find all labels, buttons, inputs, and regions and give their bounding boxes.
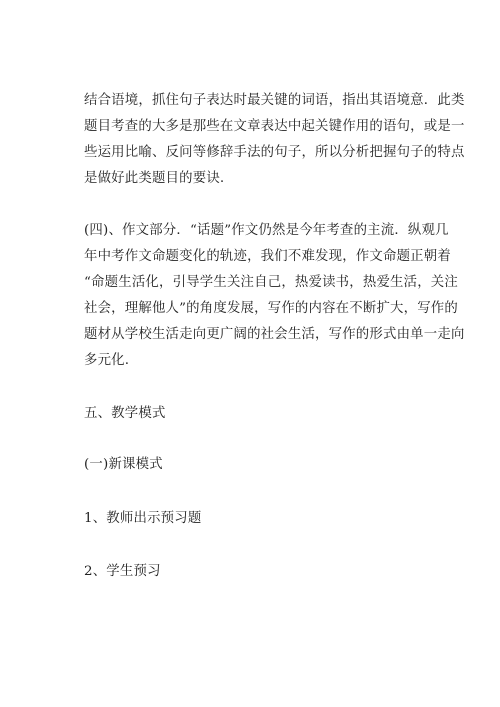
text-line: 年中考作文命题变化的轨迹，我们不难发现，作文命题正朝着 <box>84 249 451 264</box>
subsection-heading-text: (一)新课模式 <box>84 457 163 472</box>
list-item <box>84 506 424 532</box>
text-line: 多元化. <box>84 353 130 368</box>
paragraph-reading-tips <box>84 88 465 192</box>
text-line: 结合语境，抓住句子表达时最关键的词语，指出其语境意．此类 <box>84 93 465 108</box>
text-line: 是做好此类题目的要诀. <box>84 171 225 186</box>
text-line: 题目考查的大多是那些在文章表达中起关键作用的语句，或是一 <box>84 119 465 134</box>
section-heading <box>84 401 424 427</box>
subsection-heading <box>84 452 424 478</box>
text-line: 些运用比喻、反问等修辞手法的句子，所以分析把握句子的特点 <box>84 145 465 160</box>
list-item <box>84 559 424 585</box>
list-item-text: 1、教师出示预习题 <box>84 511 202 526</box>
text-line: “命题生活化，引导学生关注自己，热爱读书，热爱生活，关注 <box>84 275 458 290</box>
section-heading-text: 五、教学模式 <box>84 406 166 421</box>
text-line: (四)、作文部分．“话题”作文仍然是今年考查的主流．纵观几 <box>84 223 449 238</box>
text-line: 社会，理解他人”的角度发展，写作的内容在不断扩大，写作的 <box>84 301 458 316</box>
paragraph-composition <box>84 218 465 374</box>
text-line: 题材从学校生活走向更广阔的社会生活，写作的形式由单一走向 <box>84 327 465 342</box>
list-item-text: 2、学生预习 <box>84 564 161 579</box>
